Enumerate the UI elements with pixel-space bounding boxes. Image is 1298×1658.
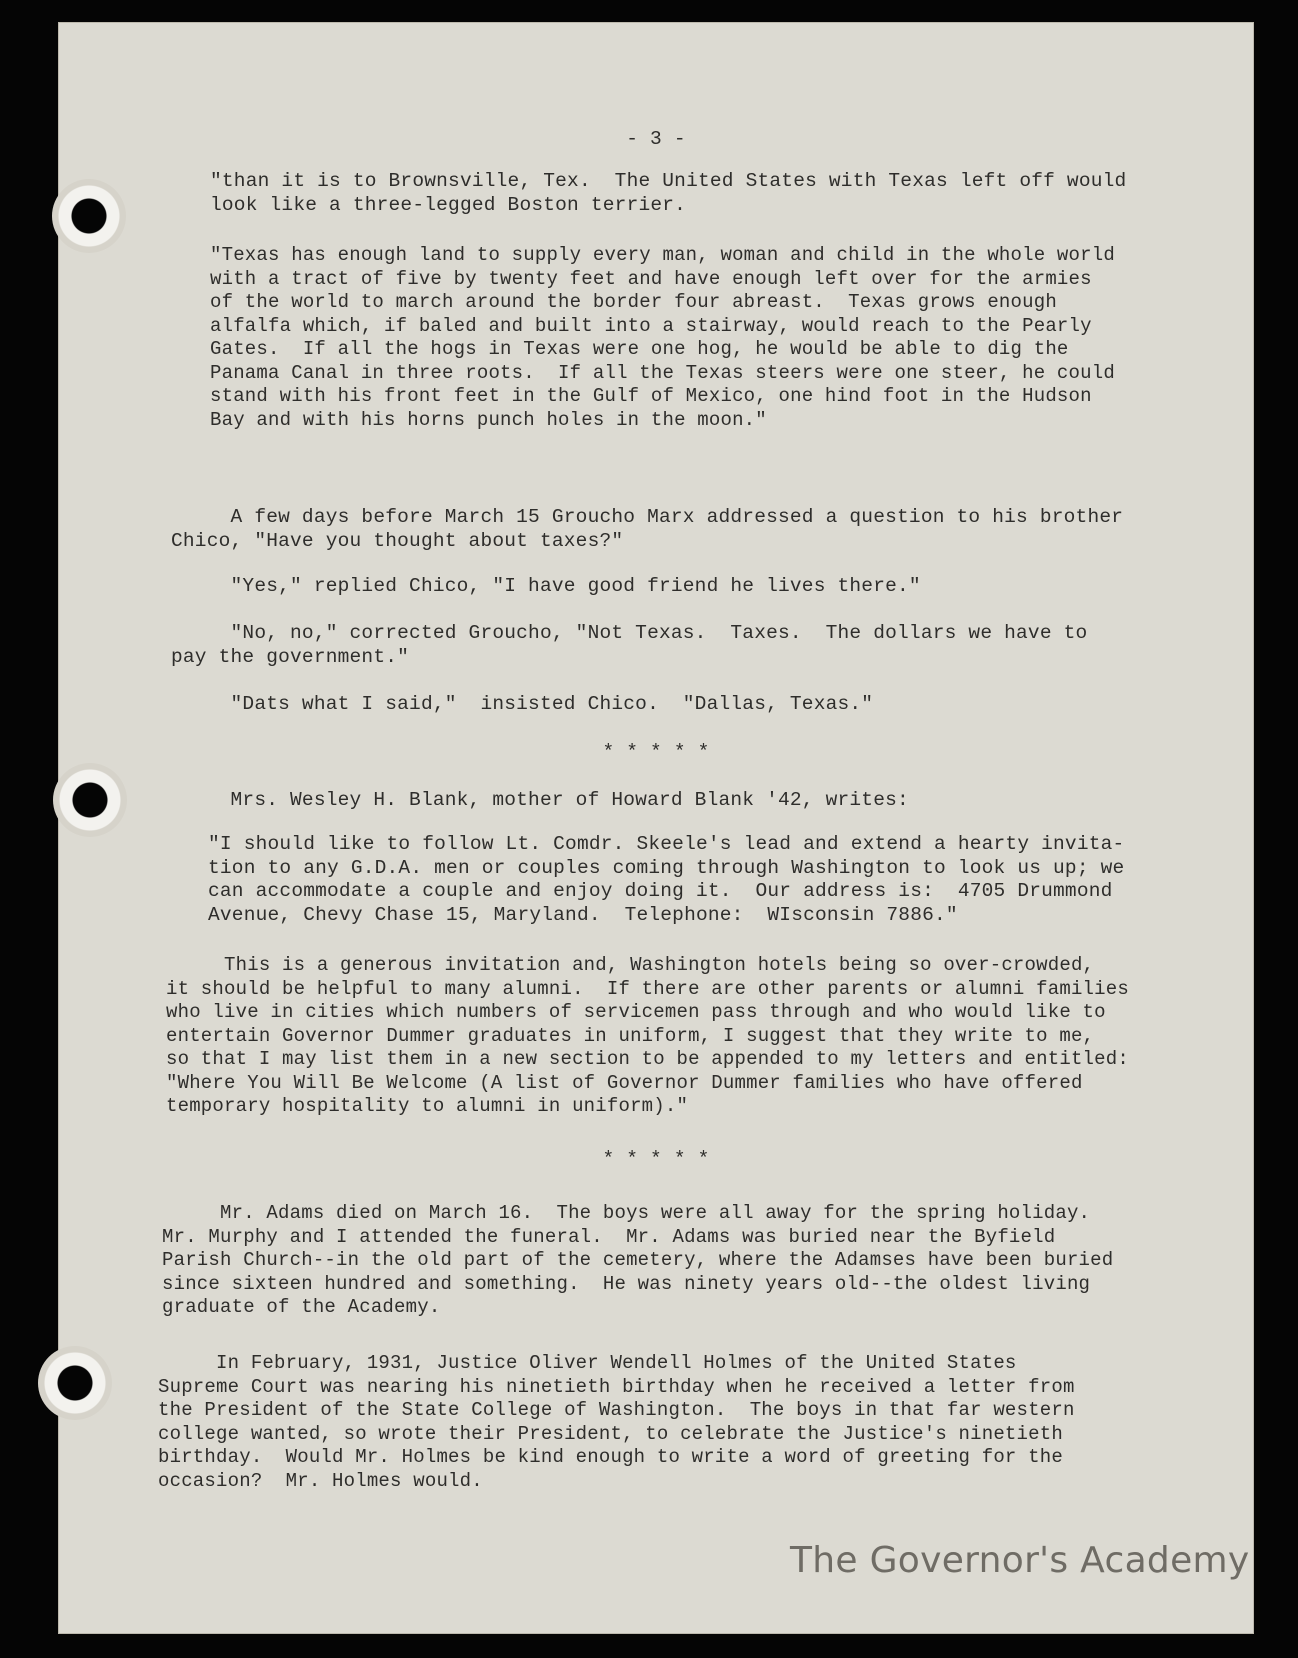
texas-quote: "Texas has enough land to supply every man, woman and child in the whole world with a tract of five by twenty feet and have enough left over for the armies of the world to march around the border four abreast. Texas grows enough alfalfa which, if baled and built into a stairway, would reach to the Pearly Gates. If all the hogs in Texas were one hog, he would be able to dig the Panama Canal in three roots. If all the Texas steers were one steer, he could stand with his front feet in the Gulf of Mexico, one hind foot in the Hudson Bay and with his horns punch holes in the moon." — [210, 244, 1115, 431]
groucho-intro: A few days before March 15 Groucho Marx addressed a question to his brother Chico, "Have you thought about taxes?" — [171, 506, 1124, 552]
blank-intro: Mrs. Wesley H. Blank, mother of Howard Blank '42, writes: — [171, 789, 909, 811]
quote-continuation: "than it is to Brownsville, Tex. The United States with Texas left off would look like a three-legged Boston terrier. — [210, 170, 1127, 216]
chico-insist: "Dats what I said," insisted Chico. "Dallas, Texas." — [171, 693, 874, 715]
separator-2: * * * * * — [602, 1148, 710, 1170]
document-page — [58, 22, 1254, 1634]
invitation-paragraph: This is a generous invitation and, Washington hotels being so over-crowded, it should be helpful to many alumni. If there are other parents or alumni families who live in cities which numbers of servicemen pass through and who would like to entertain Governor Dummer graduates in uniform, I suggest that they write to me, so that I may list them in a new section to be appended to my letters and entitled: "Where You Will Be Welcome (A list of Governor Dummer families who have offered temporary hospitality to alumni in uniform)." — [166, 954, 1129, 1117]
page-number: - 3 - — [626, 128, 686, 150]
adams-paragraph: Mr. Adams died on March 16. The boys were all away for the spring holiday. Mr. Murphy and I attended the funeral. Mr. Adams was buried near the Byfield Parish Church--in the old part of the cemetery, where the Adamses have been buried since sixteen hundred and something. He was ninety years old--the oldest living graduate of the Academy. — [162, 1202, 1114, 1318]
watermark-text: The Governor's Academy — [790, 1540, 1250, 1581]
binder-hole-bottom — [38, 1346, 112, 1420]
chico-reply: "Yes," replied Chico, "I have good friend he lives there." — [171, 575, 921, 597]
holmes-paragraph: In February, 1931, Justice Oliver Wendell Holmes of the United States Supreme Court was nearing his ninetieth birthday when he received a letter from the President of the State College of Washington. The boys in that far western college wanted, so wrote their President, to celebrate the Justice's ninetieth birthday. Would Mr. Holmes be kind enough to write a word of greeting for the occasion? Mr. Holmes would. — [158, 1352, 1075, 1492]
separator-1: * * * * * — [602, 741, 710, 763]
groucho-correction: "No, no," corrected Groucho, "Not Texas. Taxes. The dollars we have to pay the government." — [171, 622, 1088, 668]
binder-hole-top — [52, 179, 126, 253]
blank-letter: "I should like to follow Lt. Comdr. Skeele's lead and extend a hearty invita- tion to any G.D.A. men or couples coming through Washington to look us up; we can accommodate a couple and enjoy doing it. Our address is: 4705 Drummond Avenue, Chevy Chase 15, Maryland. Telephone: WIsconsin 7886." — [208, 833, 1125, 926]
binder-hole-middle — [53, 763, 127, 837]
